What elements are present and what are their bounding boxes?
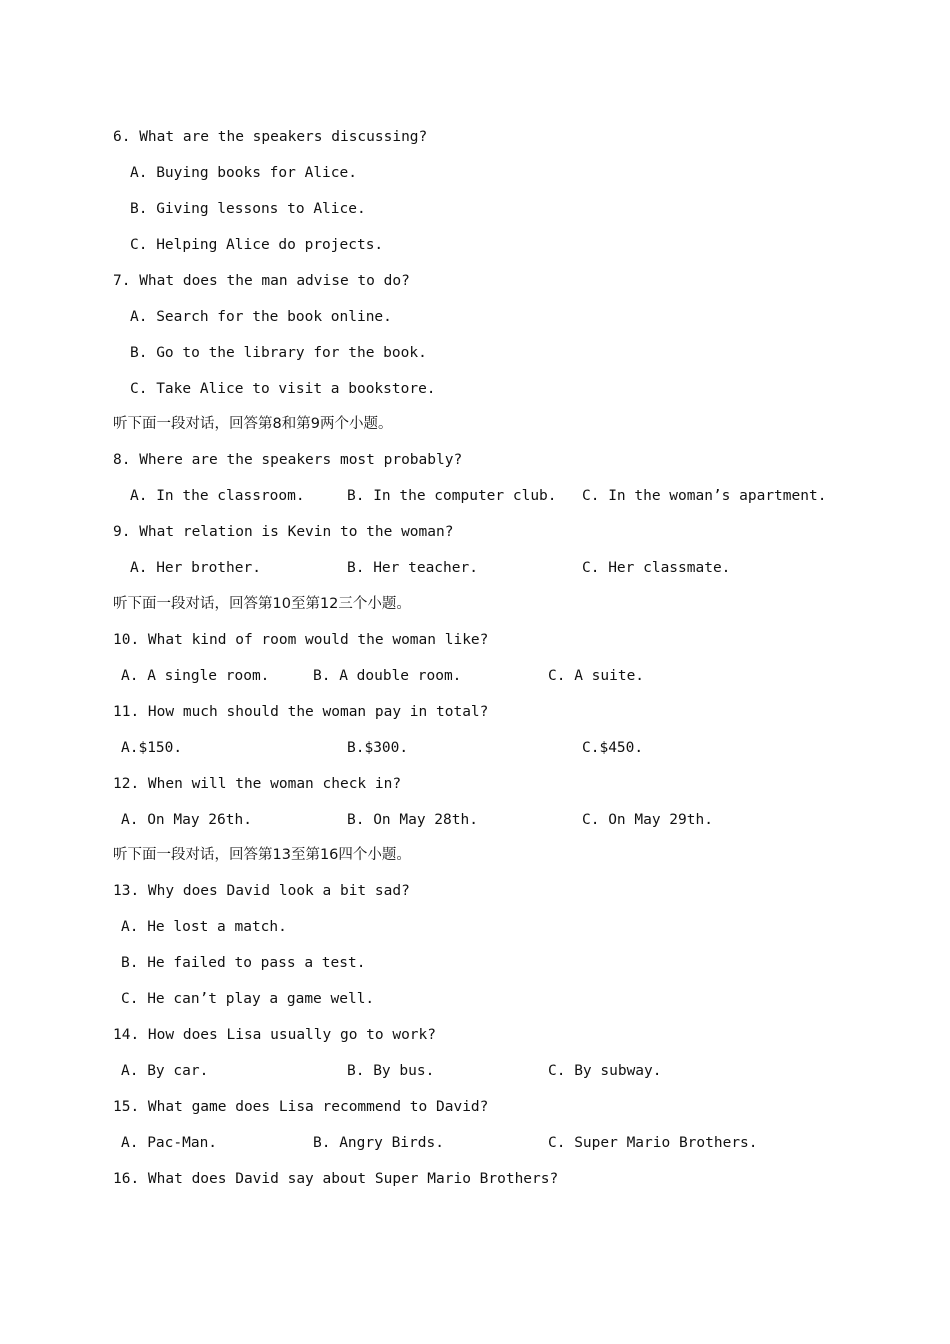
question-9-option-a: A. Her brother. (130, 560, 261, 576)
question-7-stem: 7. What does the man advise to do? (113, 273, 410, 289)
question-6-stem: 6. What are the speakers discussing? (113, 129, 428, 145)
question-11-option-c: C.$450. (582, 740, 644, 756)
question-11-option-a: A.$150. (121, 740, 183, 756)
question-10-stem: 10. What kind of room would the woman like? (113, 632, 489, 648)
question-8-stem: 8. Where are the speakers most probably? (113, 452, 463, 468)
section-instruction-10-12: 听下面一段对话，回答第10至第12三个小题。 (113, 596, 411, 612)
question-13-option-b: B. He failed to pass a test. (121, 955, 366, 971)
question-9-option-b: B. Her teacher. (347, 560, 478, 576)
question-15-option-c: C. Super Mario Brothers. (548, 1135, 758, 1151)
question-8-option-c: C. In the woman’s apartment. (582, 488, 827, 504)
question-13-option-c: C. He can’t play a game well. (121, 991, 375, 1007)
question-15-option-b: B. Angry Birds. (313, 1135, 444, 1151)
question-12-option-c: C. On May 29th. (582, 812, 713, 828)
question-6-option-a: A. Buying books for Alice. (130, 165, 357, 181)
question-16-stem: 16. What does David say about Super Mario Brothers? (113, 1171, 559, 1187)
question-8-option-a: A. In the classroom. (130, 488, 305, 504)
question-13-option-a: A. He lost a match. (121, 919, 287, 935)
question-11-stem: 11. How much should the woman pay in total? (113, 704, 489, 720)
section-instruction-13-16: 听下面一段对话，回答第13至第16四个小题。 (113, 847, 411, 863)
question-14-option-c: C. By subway. (548, 1063, 662, 1079)
question-7-option-b: B. Go to the library for the book. (130, 345, 427, 361)
question-9-option-c: C. Her classmate. (582, 560, 731, 576)
section-instruction-8-9: 听下面一段对话，回答第8和第9两个小题。 (113, 416, 393, 432)
question-6-option-c: C. Helping Alice do projects. (130, 237, 384, 253)
question-10-option-c: C. A suite. (548, 668, 645, 684)
question-15-stem: 15. What game does Lisa recommend to David? (113, 1099, 489, 1115)
question-9-stem: 9. What relation is Kevin to the woman? (113, 524, 454, 540)
question-14-stem: 14. How does Lisa usually go to work? (113, 1027, 437, 1043)
question-14-option-b: B. By bus. (347, 1063, 435, 1079)
question-15-option-a: A. Pac-Man. (121, 1135, 218, 1151)
question-12-stem: 12. When will the woman check in? (113, 776, 402, 792)
question-10-option-b: B. A double room. (313, 668, 462, 684)
question-12-option-b: B. On May 28th. (347, 812, 478, 828)
question-7-option-a: A. Search for the book online. (130, 309, 392, 325)
question-7-option-c: C. Take Alice to visit a bookstore. (130, 381, 436, 397)
question-6-option-b: B. Giving lessons to Alice. (130, 201, 366, 217)
question-12-option-a: A. On May 26th. (121, 812, 252, 828)
question-13-stem: 13. Why does David look a bit sad? (113, 883, 410, 899)
question-10-option-a: A. A single room. (121, 668, 270, 684)
question-8-option-b: B. In the computer club. (347, 488, 557, 504)
question-14-option-a: A. By car. (121, 1063, 209, 1079)
question-11-option-b: B.$300. (347, 740, 409, 756)
